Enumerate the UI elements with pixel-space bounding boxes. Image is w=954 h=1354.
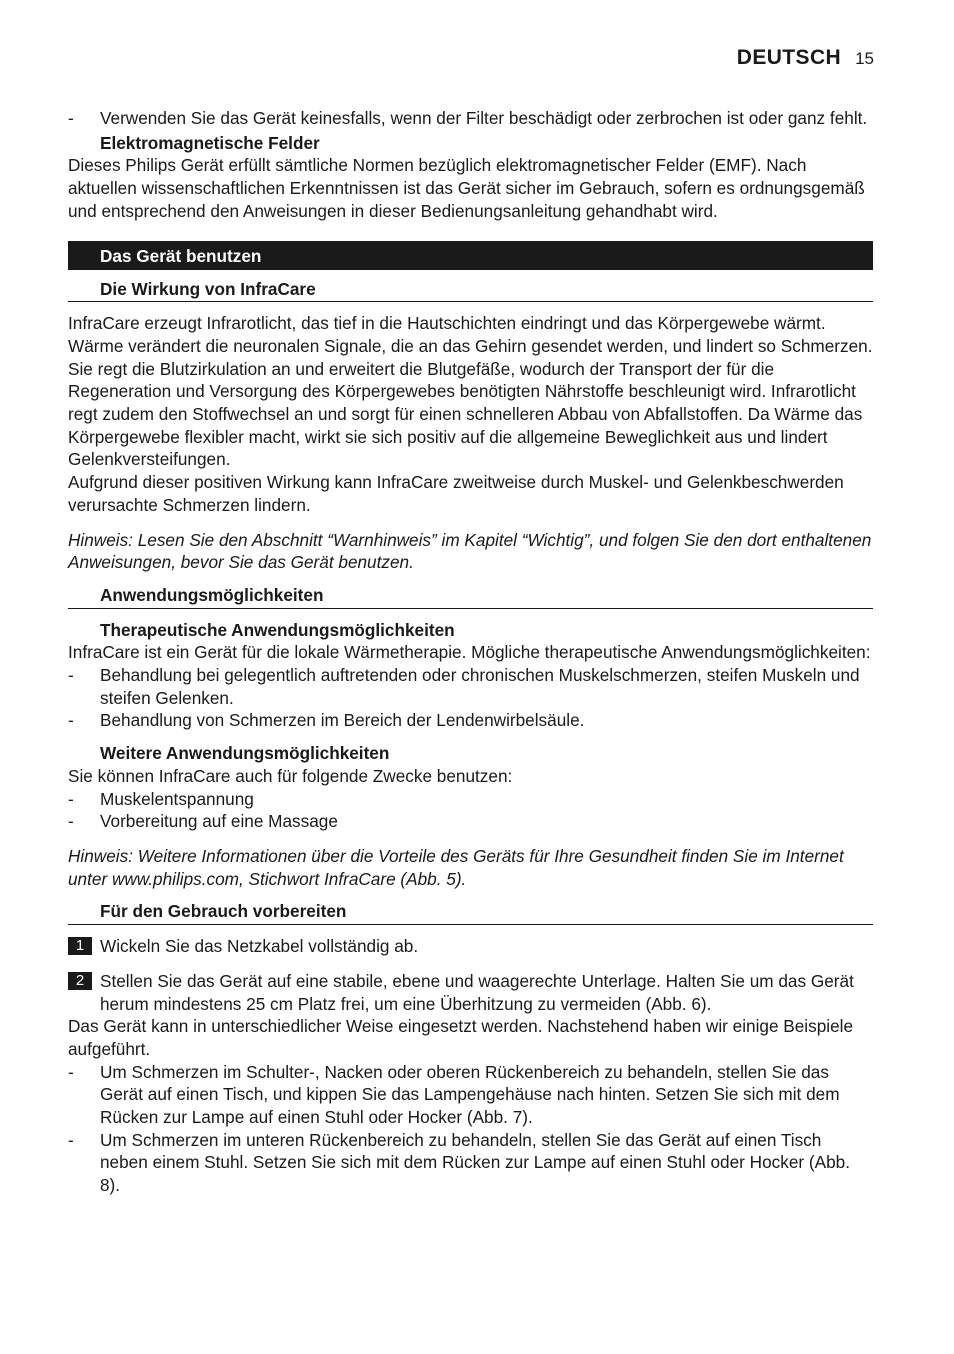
wirkung-paragraph-2: Aufgrund dieser positiven Wirkung kann InfraCare zweitweise durch Muskel- und Gelenkbeschwerden verursachte Schmerzen lindern. (68, 472, 844, 515)
list-item: - Um Schmerzen im Schulter-, Nacken oder oberen Rückenbereich zu behandeln, stellen Sie das Gerät auf einen Tisch, und kippen Sie das Lampengehäuse nach hinten. Setzen Sie sich mit dem Rücken zur Lampe auf einen Stuhl oder Hocker (Abb. 7). (68, 1061, 873, 1129)
step-2 (68, 970, 873, 1015)
step-1 (68, 935, 873, 958)
vorbereiten-heading: Für den Gebrauch vorbereiten (68, 900, 873, 925)
anwendung-note: Hinweis: Weitere Informationen über die Vorteile des Geräts für Ihre Gesundheit finden Sie im Internet unter www.philips.com, Stichwort InfraCare (Abb. 5). (68, 845, 844, 889)
page-header (737, 47, 874, 71)
wirkung-heading: Die Wirkung von InfraCare (68, 278, 873, 303)
emf-text: Dieses Philips Gerät erfüllt sämtliche Normen bezüglich elektromagnetischer Felder (EMF). Nach aktuellen wissenschaftlichen Erkenntnissen ist das Gerät sicher im Gebrauch, sofern es ordnungsgemäß und entsprechend den Anweisungen in dieser Bedienungsanleitung gehandhabt wird. (68, 155, 865, 221)
list-item: - Muskelentspannung (68, 788, 873, 811)
step-number-badge: 2 (68, 972, 92, 990)
page-content (68, 107, 873, 1197)
step-text: Stellen Sie das Gerät auf eine stabile, ebene und waagerechte Unterlage. Halten Sie um das Gerät herum mindestens 25 cm Platz frei, um eine Überhitzung zu vermeiden (Abb. 6). (100, 970, 854, 1014)
list-item: - Behandlung von Schmerzen im Bereich der Lendenwirbelsäule. (68, 709, 873, 732)
page-number: 15 (855, 49, 874, 68)
weitere-intro: Sie können InfraCare auch für folgende Zwecke benutzen: (68, 765, 513, 786)
emf-heading: Elektromagnetische Felder (100, 132, 320, 153)
weitere-heading: Weitere Anwendungsmöglichkeiten (100, 743, 390, 764)
filter-warning-item: - Verwenden Sie das Gerät keinesfalls, wenn der Filter beschädigt oder zerbrochen ist oder ganz fehlt. (68, 107, 873, 130)
list-item: - Behandlung bei gelegentlich auftretenden oder chronischen Muskelschmerzen, steifen Muskeln und steifen Gelenken. (68, 664, 873, 709)
therapeutic-intro: InfraCare ist ein Gerät für die lokale Wärmetherapie. Mögliche therapeutische Anwendungsmöglichkeiten: (68, 642, 871, 663)
section-bar-using: Das Gerät benutzen (68, 241, 873, 270)
anwendung-heading: Anwendungsmöglichkeiten (68, 584, 873, 609)
list-item: - Vorbereitung auf eine Massage (68, 810, 873, 833)
step-number-badge: 1 (68, 937, 92, 955)
vorbereiten-intro: Das Gerät kann in unterschiedlicher Weise eingesetzt werden. Nachstehend haben wir einige Beispiele aufgeführt. (68, 1016, 854, 1059)
therapeutic-heading: Therapeutische Anwendungsmöglichkeiten (100, 619, 455, 640)
step-text: Wickeln Sie das Netzkabel vollständig ab. (100, 936, 419, 957)
language-label: DEUTSCH (736, 46, 842, 69)
wirkung-note: Hinweis: Lesen Sie den Abschnitt “Warnhinweis” im Kapitel “Wichtig”, und folgen Sie den dort enthaltenen Anweisungen, bevor Sie das Gerät benutzen. (68, 529, 872, 573)
wirkung-paragraph-1: InfraCare erzeugt Infrarotlicht, das tief in die Hautschichten eindringt und das Körpergewebe wärmt. Wärme verändert die neuronalen Signale, die an das Gehirn gesendet werden, und lindert so Schmerzen. Sie regt die Blutzirkulation an und erweitert die Blutgefäße, wodurch der Transport der für die Regeneration und Versorgung des Körpergewebes benötigten Nährstoffe beschleunigt wird. Infrarotlicht regt zudem den Stoffwechsel an und sorgt für einen schnelleren Abbau von Abfallstoffen. Da Wärme das Körpergewebe flexibler macht, wirkt sie sich positiv auf die allgemeine Beweglichkeit aus und lindert Gelenkversteifungen. (68, 313, 873, 470)
list-item: - Um Schmerzen im unteren Rückenbereich zu behandeln, stellen Sie das Gerät auf einen Tisch neben einem Stuhl. Setzen Sie sich mit dem Rücken zur Lampe auf einen Stuhl oder Hocker (Abb. 8). (68, 1129, 873, 1197)
